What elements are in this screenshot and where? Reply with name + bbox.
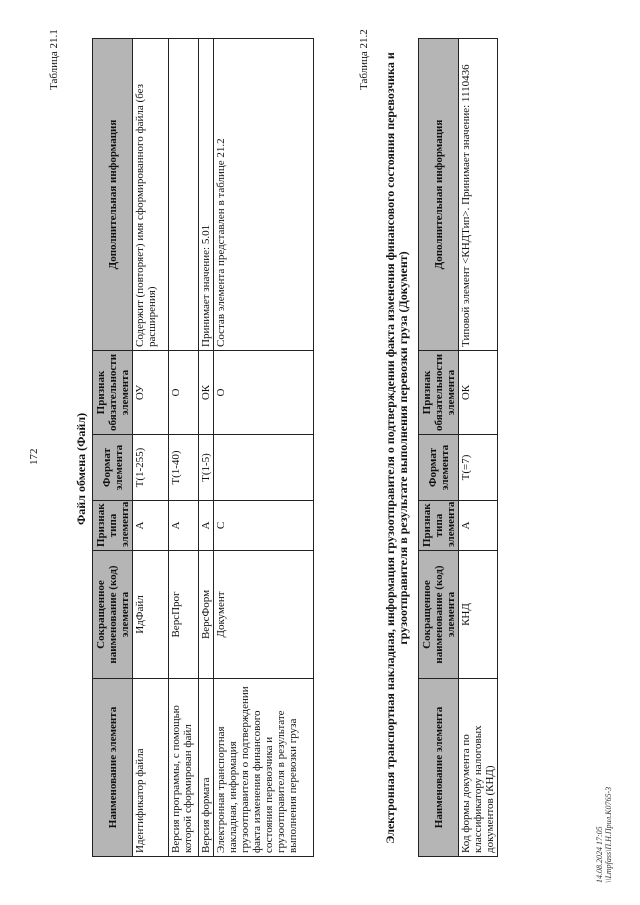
table-cell: Принимает значение: 5.01 (199, 39, 214, 351)
table1-header-row (93, 39, 133, 857)
header-cell: Признак обязательности элемента (93, 351, 133, 435)
table-cell: Состав элемента представлен в таблице 21.2 (214, 39, 314, 351)
table-cell: О (169, 351, 199, 435)
table-cell: ИдФайл (133, 551, 169, 679)
page-number: 172 (28, 448, 40, 465)
table-row (214, 39, 314, 857)
table-row (459, 39, 498, 857)
header-cell: Признак типа элемента (419, 501, 459, 551)
header-cell: Наименование элемента (93, 679, 133, 857)
header-cell: Формат элемента (419, 435, 459, 501)
table2 (418, 38, 498, 857)
table2-title: Электронная транспортная накладная, информация грузоотправителя о подтверждении факта изменения финансового состояния перевозчика и грузоотправителя в результате выполнения перевозки груза (Документ) (383, 52, 410, 844)
table2-caption: Таблица 21.2 (358, 29, 370, 90)
table-cell: T(=7) (459, 435, 498, 501)
table1-caption: Таблица 21.1 (48, 29, 60, 90)
table-cell: Версия формата (199, 679, 214, 857)
table-cell: Документ (214, 551, 314, 679)
header-cell: Сокращенное наименование (код) элемента (419, 551, 459, 679)
table1-title: Файл обмена (Файл) (74, 412, 88, 525)
header-cell: Дополнительная информация (93, 39, 133, 351)
table-cell: Идентификатор файла (133, 679, 169, 857)
table-cell: Электронная транспортная накладная, информация грузоотправителя о подтверждении факта изменения финансового состояния перевозчика и грузоотправителя в результате выполнения перевозки груза (214, 679, 314, 857)
table2-header-row (419, 39, 459, 857)
table-row (169, 39, 199, 857)
table1 (92, 38, 314, 857)
header-cell: Дополнительная информация (419, 39, 459, 351)
table-cell: КНД (459, 551, 498, 679)
table-cell (169, 39, 199, 351)
header-cell: Признак обязательности элемента (419, 351, 459, 435)
table-cell: Версия программы, с помощью которой сформирован файл (169, 679, 199, 857)
table-cell: А (133, 501, 169, 551)
header-cell: Формат элемента (93, 435, 133, 501)
table-cell: Код формы документа по классификатору налоговых документов (КНД) (459, 679, 498, 857)
table-row (133, 39, 169, 857)
table-cell: T(1-255) (133, 435, 169, 501)
table-cell: А (459, 501, 498, 551)
table-cell: А (169, 501, 199, 551)
table-cell: ОК (459, 351, 498, 435)
header-cell: Признак типа элемента (93, 501, 133, 551)
table-cell: А (199, 501, 214, 551)
table-cell: ОУ (133, 351, 169, 435)
table-cell: T(1-5) (199, 435, 214, 501)
stamp-path: \\Lmpfass\П.Н.Прил.К0765-3 (604, 786, 613, 883)
table-cell: С (214, 501, 314, 551)
table-row (199, 39, 214, 857)
stamp-date: 14.08.2024 17:05 (595, 826, 604, 883)
table-cell (214, 435, 314, 501)
header-cell: Наименование элемента (419, 679, 459, 857)
header-cell: Сокращенное наименование (код) элемента (93, 551, 133, 679)
table-cell: ВерсФорм (199, 551, 214, 679)
print-stamp (595, 787, 613, 883)
table-cell: О (214, 351, 314, 435)
table-cell: ВерсПрог (169, 551, 199, 679)
table-cell: T(1-40) (169, 435, 199, 501)
table-cell: Содержит (повторяет) имя сформированного файла (без расширения) (133, 39, 169, 351)
table-cell: Типовой элемент <КНДТип>. Принимает значение: 1110436 (459, 39, 498, 351)
table-cell: ОК (199, 351, 214, 435)
